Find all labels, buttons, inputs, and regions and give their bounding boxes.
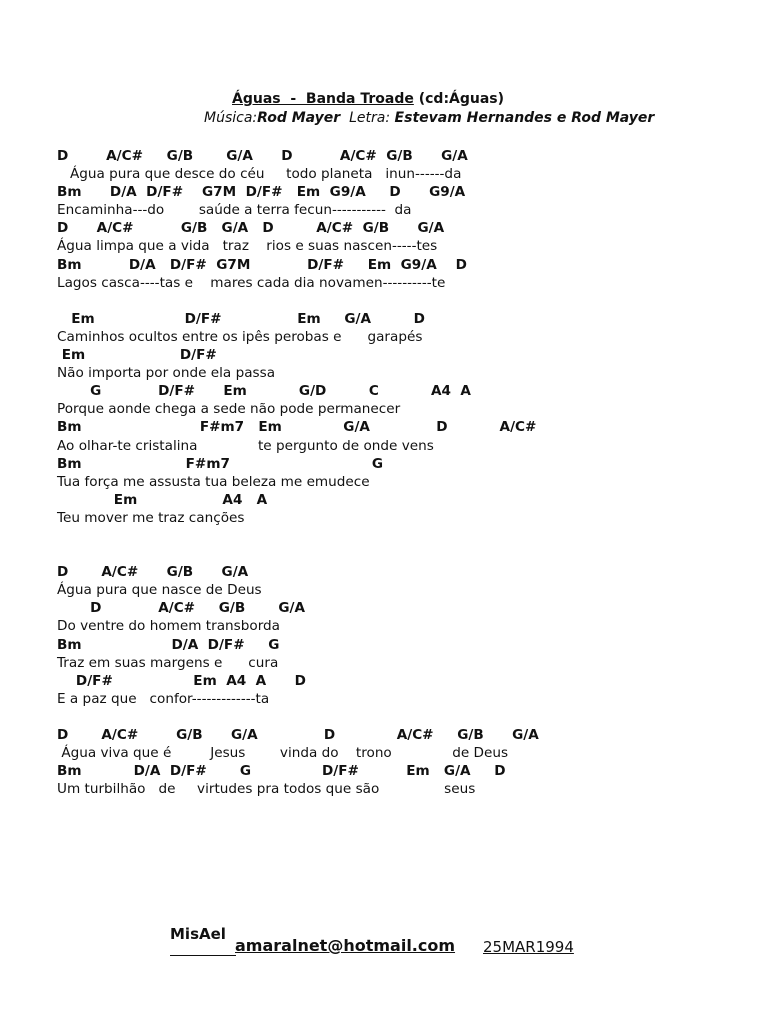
song-title: Águas - Banda Troade	[232, 91, 414, 107]
lyric-line: Lagos casca----tas e mares cada dia novamen----------te	[57, 274, 446, 291]
chord-line: Bm D/A D/F# G7M D/F# Em G9/A D	[57, 256, 467, 273]
chord-line: Bm F#m7 Em G/A D A/C#	[57, 419, 537, 436]
lyric-line: Tua força me assusta tua beleza me emudece	[57, 473, 370, 490]
lyric-line: Caminhos ocultos entre os ipês perobas e garapés	[57, 328, 423, 345]
blank-line	[57, 527, 757, 545]
chord-line: D A/C# G/B G/A	[57, 564, 249, 581]
lyric-line: Um turbilhão de virtudes pra todos que são seus	[57, 781, 476, 798]
author-email: amaralnet@hotmail.com	[235, 936, 456, 955]
chord-line: G D/F# Em G/D C A4 A	[57, 383, 471, 400]
lyric-line: Não importa por onde ela passa	[57, 365, 276, 382]
chord-line: D/F# Em A4 A D	[57, 672, 306, 689]
music-author: Rod Mayer	[257, 110, 341, 126]
lyric-line: Porque aonde chega a sede não pode permanecer	[57, 401, 401, 418]
lyric-line: Do ventre do homem transborda	[57, 618, 281, 635]
chord-line: D A/C# G/B G/A	[57, 600, 305, 617]
lyrics-authors: Estevam Hernandes e Rod Mayer	[394, 110, 655, 126]
lyric-line: Água pura que desce do céu todo planeta inun------da	[57, 166, 462, 183]
chord-line: D A/C# G/B G/A D A/C# G/B G/A	[57, 148, 468, 164]
lyric-line: Água viva que é Jesus vinda do trono de Deus	[57, 745, 509, 762]
lyric-line: Água limpa que a vida traz rios e suas nascen-----tes	[57, 238, 438, 255]
lyric-line: Traz em suas margens e cura	[57, 654, 279, 671]
signature-rule	[170, 955, 236, 956]
blank-line	[57, 708, 757, 726]
song-title-line	[232, 91, 768, 107]
lyric-line: Água pura que nasce de Deus	[57, 582, 262, 599]
blank-line	[57, 292, 757, 310]
chord-line: D A/C# G/B G/A D A/C# G/B G/A	[57, 727, 539, 743]
chord-line: Bm F#m7 G	[57, 455, 384, 472]
chord-line: Em A4 A	[57, 491, 268, 508]
chord-line: Bm D/A D/F# G D/F# Em G/A D	[57, 763, 506, 780]
lyric-line: E a paz que confor-------------ta	[57, 690, 270, 707]
lyric-line: Encaminha---do saúde a terra fecun----------- da	[57, 202, 412, 219]
music-label: Música:	[204, 110, 258, 126]
chord-line: Bm D/A D/F# G7M D/F# Em G9/A D G9/A	[57, 184, 466, 201]
song-body	[57, 147, 757, 798]
album-name: (cd:Águas)	[418, 91, 505, 107]
chord-line: Bm D/A D/F# G	[57, 636, 280, 653]
author-signature: MisAel	[170, 925, 226, 943]
document-date: 25MAR1994	[483, 938, 574, 956]
lyric-line: Ao olhar-te cristalina te pergunto de onde vens	[57, 437, 434, 454]
lyric-line: Teu mover me traz canções	[57, 509, 245, 526]
lyrics-label: Letra:	[349, 110, 391, 126]
chord-line: D A/C# G/B G/A D A/C# G/B G/A	[57, 220, 445, 237]
chord-line: Em D/F#	[57, 347, 217, 364]
credits-line	[204, 110, 768, 126]
chord-line: Em D/F# Em G/A D	[57, 310, 425, 327]
blank-line	[57, 545, 757, 563]
